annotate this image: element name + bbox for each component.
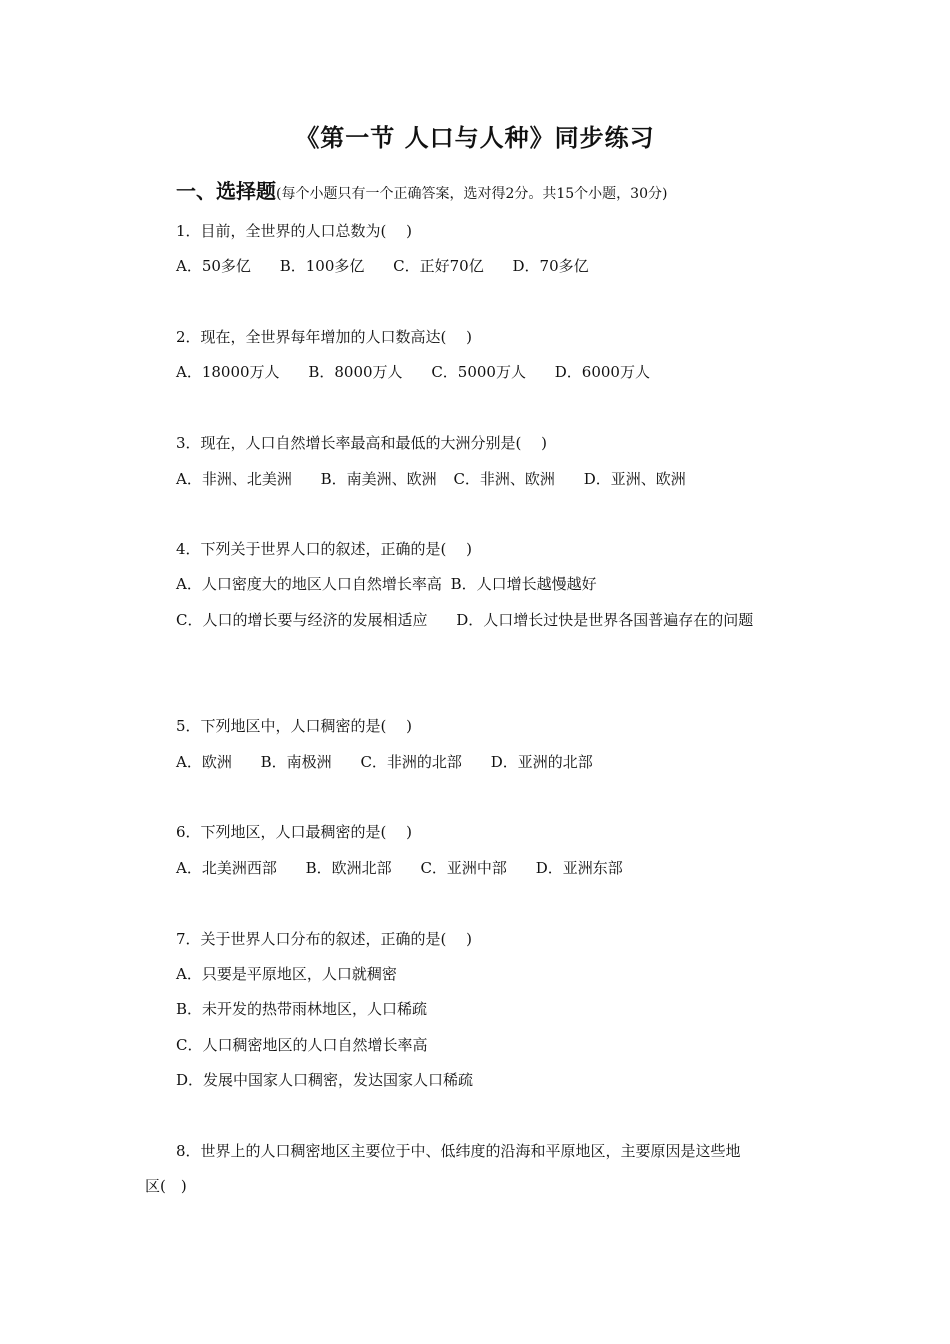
question-stem: 1．目前，全世界的人口总数为( ) [176, 222, 413, 240]
question-stem: 7．关于世界人口分布的叙述，正确的是( ) [176, 930, 473, 948]
option: C．人口的增长要与经济的发展相适应 [176, 611, 428, 629]
option: D．亚洲、欧洲 [583, 470, 686, 488]
option: A．欧洲 [176, 753, 232, 771]
section-header [176, 175, 667, 204]
option: D．70多亿 [512, 257, 589, 275]
option: A．50多亿 [176, 257, 251, 275]
option: B．100多亿 [279, 257, 365, 275]
question-stem: 3．现在，人口自然增长率最高和最低的大洲分别是( ) [176, 434, 548, 452]
question-stem-continued: 区( ) [145, 1177, 187, 1195]
section-heading: 一、选择题 [176, 179, 276, 203]
option: A．只要是平原地区，人口就稠密 [176, 965, 397, 983]
option: C．非洲、欧洲 [453, 470, 555, 488]
option: C．亚洲中部 [420, 859, 507, 877]
option-row [176, 610, 753, 630]
question-stem: 8．世界上的人口稠密地区主要位于中、低纬度的沿海和平原地区，主要原因是这些地 [176, 1142, 741, 1160]
option: A．北美洲西部 [176, 859, 277, 877]
question-stem: 6．下列地区，人口最稠密的是( ) [176, 823, 413, 841]
option-row [176, 362, 650, 382]
option: D．亚洲的北部 [490, 753, 593, 771]
option: C．非洲的北部 [360, 753, 462, 771]
option: A．非洲、北美洲 [176, 470, 292, 488]
option: B．人口增长越慢越好 [450, 575, 597, 593]
option: A．人口密度大的地区人口自然增长率高 [176, 575, 442, 593]
option: D．6000万人 [554, 363, 650, 381]
question-stem: 2．现在，全世界每年增加的人口数高达( ) [176, 328, 473, 346]
option: B．欧洲北部 [305, 859, 392, 877]
option: D．亚洲东部 [535, 859, 623, 877]
question-stem: 5．下列地区中，人口稠密的是( ) [176, 717, 413, 735]
option: C．人口稠密地区的人口自然增长率高 [176, 1036, 428, 1054]
option: B．南美洲、欧洲 [320, 470, 437, 488]
option: B．未开发的热带雨林地区，人口稀疏 [176, 1000, 428, 1018]
option: B．8000万人 [308, 363, 403, 381]
option: C．正好70亿 [393, 257, 484, 275]
option-row [176, 752, 593, 772]
option: A．18000万人 [176, 363, 280, 381]
option-row [176, 574, 597, 594]
option-row [176, 256, 589, 276]
question-stem: 4．下列关于世界人口的叙述，正确的是( ) [176, 540, 473, 558]
option: B．南极洲 [260, 753, 332, 771]
option-row [176, 469, 686, 489]
section-note: (每个小题只有一个正确答案，选对得2分。共15个小题，30分) [276, 186, 668, 202]
option-row [176, 858, 623, 878]
option: D．人口增长过快是世界各国普遍存在的问题 [456, 611, 754, 629]
option: D．发展中国家人口稠密，发达国家人口稀疏 [176, 1071, 474, 1089]
page-title: 《第一节 人口与人种》同步练习 [295, 124, 655, 152]
option: C．5000万人 [431, 363, 526, 381]
